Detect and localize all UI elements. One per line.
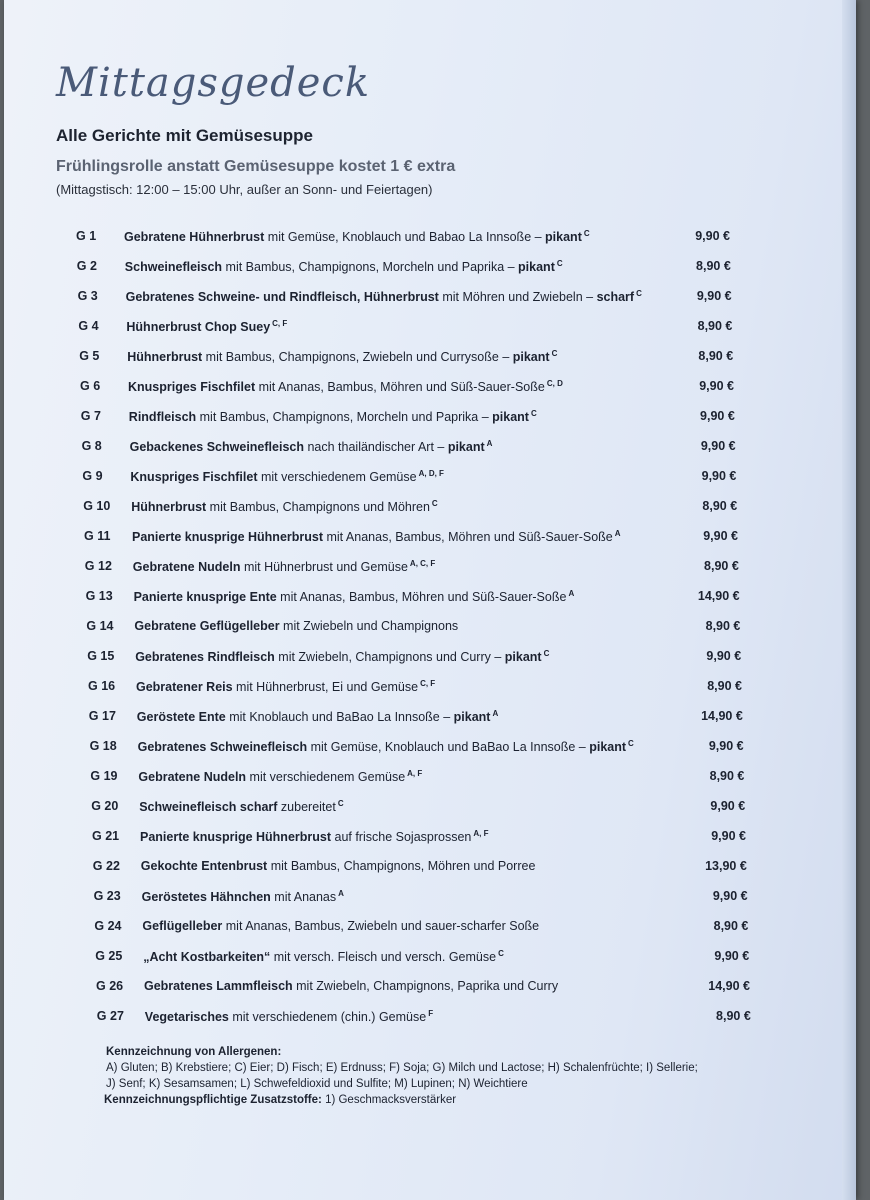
menu-item-description [128, 379, 563, 394]
menu-item [91, 799, 791, 819]
menu-item-description [141, 859, 536, 873]
menu-item-code: G 4 [78, 319, 99, 333]
allergen-line-2: J) Senf; K) Sesamsamen; L) Schwefeldioxid und Sulfite; M) Lupinen; N) Weichtiere [106, 1078, 528, 1090]
menu-item-name: Knuspriges Fischfilet [130, 470, 258, 485]
menu-item-price: 13,90 € [705, 859, 747, 873]
menu-item-price: 9,90 € [708, 739, 744, 753]
menu-item-description [138, 739, 634, 754]
menu-item [81, 409, 781, 429]
menu-item-price: 9,90 € [695, 229, 730, 243]
spice-tag: pikant [492, 410, 529, 425]
menu-item-name: Gebratenes Rindfleisch [135, 650, 275, 665]
menu-item-price: 8,90 € [709, 769, 745, 783]
menu-item [87, 649, 787, 669]
menu-item-description [133, 559, 435, 574]
allergen-codes: C [636, 289, 642, 298]
menu-item-description [139, 799, 343, 814]
menu-item-code: G 17 [88, 709, 116, 723]
menu-item-code: G 3 [77, 289, 98, 303]
menu-item-description [131, 499, 438, 514]
menu-item [83, 499, 783, 519]
menu-item-price: 8,90 € [716, 1009, 751, 1023]
menu-item-description [125, 259, 563, 274]
menu-item-description [130, 439, 493, 454]
menu-item-detail: mit Zwiebeln und Champignons [279, 619, 459, 633]
menu-item-description [134, 589, 575, 604]
allergen-codes: C [551, 349, 558, 358]
menu-item-code: G 22 [92, 859, 120, 873]
menu-item-price: 9,90 € [706, 649, 742, 663]
menu-item-code: G 14 [86, 619, 114, 633]
menu-item-price: 9,90 € [711, 829, 746, 843]
menu-item-name: Gebackenes Schweinefleisch [129, 440, 304, 455]
menu-item-code: G 24 [94, 919, 122, 933]
menu-item-code: G 15 [87, 649, 115, 663]
menu-item-code: G 5 [79, 349, 100, 363]
lunch-hours-note: (Mittagstisch: 12:00 – 15:00 Uhr, außer an Sonn- und Feiertagen) [56, 182, 433, 197]
spice-tag: pikant [447, 440, 485, 455]
menu-item-code: G 23 [93, 889, 121, 903]
menu-item [97, 1009, 797, 1029]
allergen-codes: C [530, 409, 537, 418]
menu-item-description [135, 649, 549, 664]
menu-item-detail: mit Zwiebeln, Champignons, Paprika und Curry [292, 979, 559, 993]
menu-item-description [126, 289, 642, 304]
menu-item-name: Vegetarisches [144, 1010, 229, 1025]
menu-item [96, 979, 796, 999]
menu-item-code: G 10 [83, 499, 111, 513]
menu-item-detail: mit verschiedenem (chin.) Gemüse [228, 1010, 427, 1025]
menu-item-price: 8,90 € [702, 499, 738, 513]
menu-item [78, 319, 778, 339]
allergen-codes: A, C, F [409, 559, 436, 568]
menu-item-detail: mit Ananas [270, 890, 337, 905]
menu-item-code: G 26 [96, 979, 124, 993]
menu-item-detail: mit Bambus, Champignons, Zwiebeln und Currysoße – [202, 350, 513, 365]
menu-item-price: 9,90 € [714, 949, 750, 963]
allergen-codes: A, F [407, 769, 423, 778]
menu-item-detail: mit Bambus, Champignons und Möhren [206, 500, 430, 515]
menu-item [79, 349, 779, 369]
menu-item-detail: mit Bambus, Champignons, Morcheln und Paprika – [222, 260, 519, 275]
menu-item-detail: mit Zwiebeln, Champignons und Curry – [274, 650, 505, 665]
menu-item-price: 8,90 € [697, 319, 733, 333]
menu-item [82, 469, 782, 489]
menu-item [94, 889, 794, 909]
menu-item-description [136, 679, 435, 694]
menu-item-name: Hühnerbrust [127, 350, 203, 365]
allergen-codes: C [628, 739, 634, 748]
menu-item-detail: mit verschiedenem Gemüse [246, 770, 406, 785]
menu-item [76, 229, 776, 249]
menu-item-detail: mit Gemüse, Knoblauch und BaBao La Innsoße – [307, 740, 590, 755]
menu-item-detail: mit Hühnerbrust und Gemüse [240, 560, 408, 575]
menu-item [94, 919, 794, 939]
menu-item-description [129, 409, 537, 424]
menu-item-description [140, 829, 488, 844]
menu-item-name: Schweinefleisch [124, 260, 223, 275]
allergen-codes: A, D, F [418, 469, 444, 478]
menu-item [77, 259, 777, 279]
menu-item-price: 14,90 € [701, 709, 743, 723]
spice-tag: pikant [453, 710, 491, 725]
menu-item-code: G 25 [95, 949, 123, 963]
menu-item [85, 559, 785, 579]
menu-item-name: Gebratene Nudeln [138, 770, 247, 785]
menu-item [86, 589, 786, 609]
menu-item-price: 8,90 € [696, 259, 731, 273]
menu-item-name: Rindfleisch [128, 410, 197, 425]
menu-item-description [127, 349, 557, 364]
menu-item-name: Gekochte Entenbrust [140, 859, 268, 873]
menu-item-price: 8,90 € [705, 619, 741, 633]
menu-item-price: 9,90 € [703, 529, 738, 543]
menu-item-description [138, 769, 422, 784]
menu-item-name: Gebratenes Lammfleisch [144, 979, 293, 993]
menu-item [82, 439, 782, 459]
allergen-legend [106, 1046, 698, 1106]
menu-item-name: Geröstetes Hähnchen [141, 890, 271, 905]
menu-item-code: G 20 [91, 799, 119, 813]
menu-item [90, 739, 790, 759]
menu-item-description [144, 979, 558, 993]
subtitle: Alle Gerichte mit Gemüsesuppe [56, 126, 313, 145]
menu-item-name: Gebratener Reis [136, 680, 233, 695]
subtitle-extra: Frühlingsrolle anstatt Gemüsesuppe kostet 1 € extra [56, 158, 456, 175]
allergen-codes: C [543, 649, 550, 658]
allergen-codes: A [568, 589, 575, 598]
menu-item-name: Gebratenes Schweinefleisch [137, 740, 308, 755]
menu-item-detail: mit Ananas, Bambus, Zwiebeln und sauer-scharfer Soße [222, 919, 540, 933]
menu-item-description [137, 709, 498, 724]
menu-item-detail: mit Ananas, Bambus, Möhren und Süß-Sauer-Soße [255, 380, 545, 395]
menu-item-code: G 11 [84, 529, 111, 543]
spice-tag: scharf [596, 290, 635, 305]
menu-item-code: G 19 [90, 769, 118, 783]
menu-item-description [134, 619, 458, 633]
additives-text: 1) Geschmacksverstärker [321, 1094, 457, 1106]
allergen-codes: C [431, 499, 438, 508]
allergen-codes: A [338, 889, 344, 898]
menu-item-price: 8,90 € [698, 349, 734, 363]
menu-item [86, 619, 786, 639]
menu-item-code: G 8 [81, 439, 102, 453]
spice-tag: pikant [504, 650, 542, 665]
menu-item-detail: mit Ananas, Bambus, Möhren und Süß-Sauer-Soße [323, 530, 613, 545]
menu-item-detail: mit verschiedenem Gemüse [257, 470, 417, 485]
menu-item-name: Gebratene Geflügelleber [134, 619, 280, 633]
menu-item [89, 709, 789, 729]
menu-item-detail: mit Gemüse, Knoblauch und Babao La Innsoße – [264, 230, 546, 245]
menu-item-name: Geflügelleber [142, 919, 223, 933]
allergen-codes: C [583, 229, 590, 238]
menu-item-price: 9,90 € [700, 439, 736, 453]
menu-item-detail: mit Knoblauch und BaBao La Innsoße – [225, 710, 454, 725]
menu-item-price: 9,90 € [701, 469, 737, 483]
menu-item-description [124, 229, 590, 244]
page-title: Mittagsgedeck [56, 60, 371, 106]
menu-item-code: G 27 [96, 1009, 124, 1023]
menu-item-name: Hühnerbrust [131, 500, 207, 515]
allergen-codes: C, D [546, 379, 563, 388]
additives-line [104, 1094, 698, 1106]
menu-item-price: 8,90 € [713, 919, 749, 933]
menu-item [95, 949, 795, 969]
menu-item-price: 8,90 € [707, 679, 742, 693]
menu-item-description [142, 889, 344, 904]
allergen-codes: C [337, 799, 344, 808]
menu-item-code: G 18 [89, 739, 117, 753]
menu-item-description [126, 319, 287, 334]
menu-item-detail: mit Hühnerbrust, Ei und Gemüse [232, 680, 419, 695]
menu-item-name: Gebratene Hühnerbrust [124, 230, 265, 245]
allergen-codes: A [492, 709, 499, 718]
menu-item-name: Panierte knusprige Hühnerbrust [132, 530, 324, 545]
menu-item [78, 289, 778, 309]
menu-item-detail: mit Möhren und Zwiebeln – [438, 290, 597, 305]
menu-item-description [142, 919, 539, 933]
menu-item-detail: mit Bambus, Champignons, Möhren und Porree [267, 859, 536, 873]
menu-item-name: Panierte knusprige Hühnerbrust [140, 830, 332, 845]
menu-item-detail: mit versch. Fleisch und versch. Gemüse [270, 950, 497, 965]
menu-item-detail: mit Ananas, Bambus, Möhren und Süß-Sauer-Soße [276, 590, 567, 605]
menu-item-detail: nach thailändischer Art – [303, 440, 448, 455]
allergen-line-1: A) Gluten; B) Krebstiere; C) Eier; D) Fisch; E) Erdnuss; F) Soja; G) Milch und Lactose; H) Schalenfrüchte; I) Sellerie; [106, 1062, 698, 1074]
menu-item-description [143, 949, 504, 964]
allergen-heading: Kennzeichnung von Allergenen: [106, 1046, 282, 1058]
menu-item-code: G 13 [85, 589, 113, 603]
allergen-codes: C [498, 949, 504, 958]
menu-item-name: „Acht Kostbarkeiten“ [143, 950, 271, 965]
menu-item [84, 529, 784, 549]
menu-item-code: G 21 [92, 829, 120, 843]
menu-item [90, 769, 790, 789]
menu-item-detail: zubereitet [277, 800, 336, 815]
spice-tag: pikant [512, 350, 550, 365]
menu-item-name: Panierte knusprige Ente [133, 590, 277, 605]
menu-item-price: 14,90 € [697, 589, 740, 603]
allergen-codes: C [556, 259, 563, 268]
menu-item-description [132, 529, 621, 544]
menu-item [80, 379, 780, 399]
menu-item-name: Geröstete Ente [136, 710, 226, 725]
allergen-codes: A [486, 439, 493, 448]
menu-item-price: 14,90 € [708, 979, 750, 993]
menu-item-code: G 6 [80, 379, 101, 393]
menu-item [93, 859, 793, 879]
menu-item-price: 9,90 € [710, 799, 746, 813]
menu-item-code: G 2 [76, 259, 97, 273]
menu-item-code: G 9 [82, 469, 103, 483]
menu-item-detail: mit Bambus, Champignons, Morcheln und Paprika – [196, 410, 493, 425]
additives-heading: Kennzeichnungspflichtige Zusatzstoffe: [104, 1094, 322, 1106]
menu-item-name: Hühnerbrust Chop Suey [126, 320, 271, 335]
menu-item-name: Gebratene Nudeln [132, 560, 241, 575]
menu-item-price: 9,90 € [700, 409, 735, 423]
spice-tag: pikant [589, 740, 627, 755]
menu-item-name: Knuspriges Fischfilet [128, 380, 256, 395]
menu-item-name: Schweinefleisch scharf [139, 800, 278, 815]
spice-tag: pikant [518, 260, 555, 275]
menu-item-price: 9,90 € [696, 289, 732, 303]
spice-tag: pikant [545, 230, 582, 245]
menu-item-price: 9,90 € [712, 889, 748, 903]
menu-item-description [130, 469, 444, 484]
menu-item [92, 829, 792, 849]
menu-item-code: G 1 [76, 229, 97, 243]
menu-item-price: 8,90 € [704, 559, 739, 573]
menu-item-code: G 16 [88, 679, 116, 693]
allergen-codes: A, F [473, 829, 489, 838]
menu-item-code: G 7 [80, 409, 101, 423]
menu-item-name: Gebratenes Schweine- und Rindfleisch, Hühnerbrust [125, 290, 439, 305]
menu-item-price: 9,90 € [699, 379, 734, 393]
menu-item-code: G 12 [84, 559, 112, 573]
menu-item [88, 679, 788, 699]
allergen-codes: C, F [272, 319, 288, 328]
allergen-codes: C, F [420, 679, 436, 688]
allergen-codes: A [614, 529, 621, 538]
menu-item-detail: auf frische Sojasprossen [331, 830, 472, 845]
menu-item-description [145, 1009, 433, 1024]
allergen-codes: F [428, 1009, 434, 1018]
